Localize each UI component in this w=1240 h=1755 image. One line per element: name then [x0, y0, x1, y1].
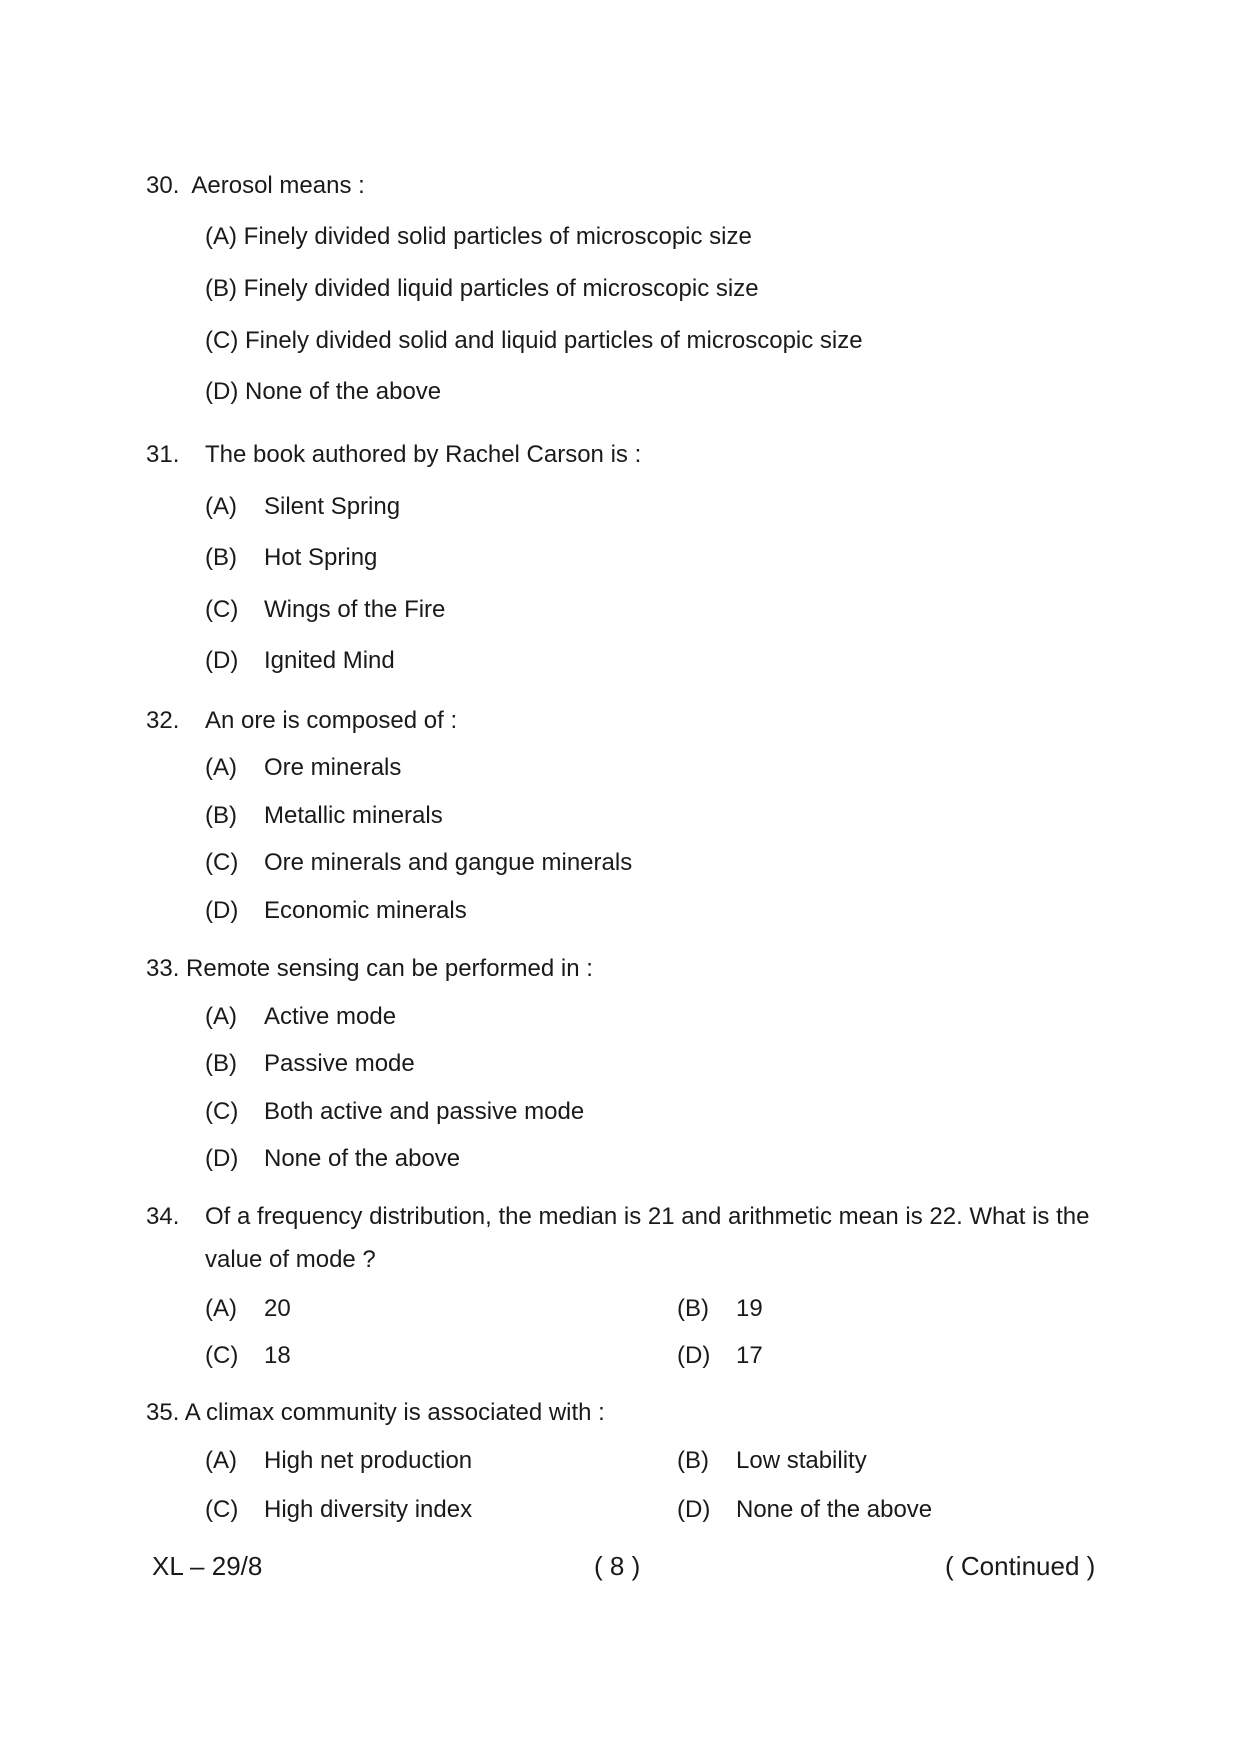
question-35-option-c-text: High diversity index	[264, 1496, 473, 1523]
question-31-stem: The book authored by Rachel Carson is :	[205, 441, 642, 468]
question-33-option-d-text: None of the above	[264, 1145, 461, 1172]
question-33-option-c-letter: (C)	[205, 1098, 239, 1125]
question-31-option-a-letter: (A)	[205, 493, 237, 520]
question-34-option-b-text: 19	[736, 1295, 763, 1322]
question-34-number: 34.	[146, 1203, 180, 1230]
question-31-option-b-letter: (B)	[205, 544, 237, 571]
question-30-option-a: (A) Finely divided solid particles of microscopic size	[205, 223, 752, 250]
page-number: ( 8 )	[594, 1551, 641, 1581]
paper-code: XL – 29/8	[152, 1551, 263, 1581]
question-35-option-d-text: None of the above	[736, 1496, 933, 1523]
question-32-option-a-text: Ore minerals	[264, 754, 402, 781]
question-33-option-a-text: Active mode	[264, 1003, 397, 1030]
question-35-option-c-letter: (C)	[205, 1496, 239, 1523]
question-34-stem-line-1: Of a frequency distribution, the median is 21 and arithmetic mean is 22. What is the	[205, 1203, 1090, 1230]
question-30-option-d: (D) None of the above	[205, 378, 442, 405]
question-32-option-b-text: Metallic minerals	[264, 802, 443, 829]
question-34-stem-line-2: value of mode ?	[205, 1246, 376, 1273]
question-35-option-b-text: Low stability	[736, 1447, 867, 1474]
question-31-number: 31.	[146, 441, 180, 468]
question-32-option-d-text: Economic minerals	[264, 897, 467, 924]
question-32-option-a-letter: (A)	[205, 754, 237, 781]
question-32-option-b-letter: (B)	[205, 802, 237, 829]
question-32-stem: An ore is composed of :	[205, 707, 458, 734]
continued-label: ( Continued )	[945, 1551, 1096, 1581]
question-35-option-d-letter: (D)	[677, 1496, 711, 1523]
question-31-option-b-text: Hot Spring	[264, 544, 378, 571]
question-33-option-c-text: Both active and passive mode	[264, 1098, 585, 1125]
question-30-option-b: (B) Finely divided liquid particles of microscopic size	[205, 275, 759, 302]
question-34-option-a-letter: (A)	[205, 1295, 237, 1322]
question-34-option-b-letter: (B)	[677, 1295, 709, 1322]
question-31-option-c-letter: (C)	[205, 596, 239, 623]
question-32-number: 32.	[146, 707, 180, 734]
question-33-option-b-letter: (B)	[205, 1050, 237, 1077]
question-35-option-a-text: High net production	[264, 1447, 473, 1474]
question-31-option-c-text: Wings of the Fire	[264, 596, 446, 623]
question-34-option-a-text: 20	[264, 1295, 291, 1322]
question-34-option-c-letter: (C)	[205, 1342, 239, 1369]
question-34-option-d-text: 17	[736, 1342, 763, 1369]
question-34-option-d-letter: (D)	[677, 1342, 711, 1369]
question-35-stem: 35. A climax community is associated with :	[146, 1399, 605, 1426]
question-30-option-c: (C) Finely divided solid and liquid particles of microscopic size	[205, 327, 863, 354]
question-32-option-c-text: Ore minerals and gangue minerals	[264, 849, 633, 876]
question-31-option-d-text: Ignited Mind	[264, 647, 395, 674]
question-35-option-a-letter: (A)	[205, 1447, 237, 1474]
question-34-option-c-text: 18	[264, 1342, 291, 1369]
question-31-option-a-text: Silent Spring	[264, 493, 401, 520]
question-31-option-d-letter: (D)	[205, 647, 239, 674]
question-30-stem: 30. Aerosol means :	[146, 172, 365, 199]
question-32-option-d-letter: (D)	[205, 897, 239, 924]
question-33-stem: 33. Remote sensing can be performed in :	[146, 955, 593, 982]
question-35-option-b-letter: (B)	[677, 1447, 709, 1474]
question-33-option-b-text: Passive mode	[264, 1050, 415, 1077]
question-32-option-c-letter: (C)	[205, 849, 239, 876]
question-33-option-d-letter: (D)	[205, 1145, 239, 1172]
question-33-option-a-letter: (A)	[205, 1003, 237, 1030]
